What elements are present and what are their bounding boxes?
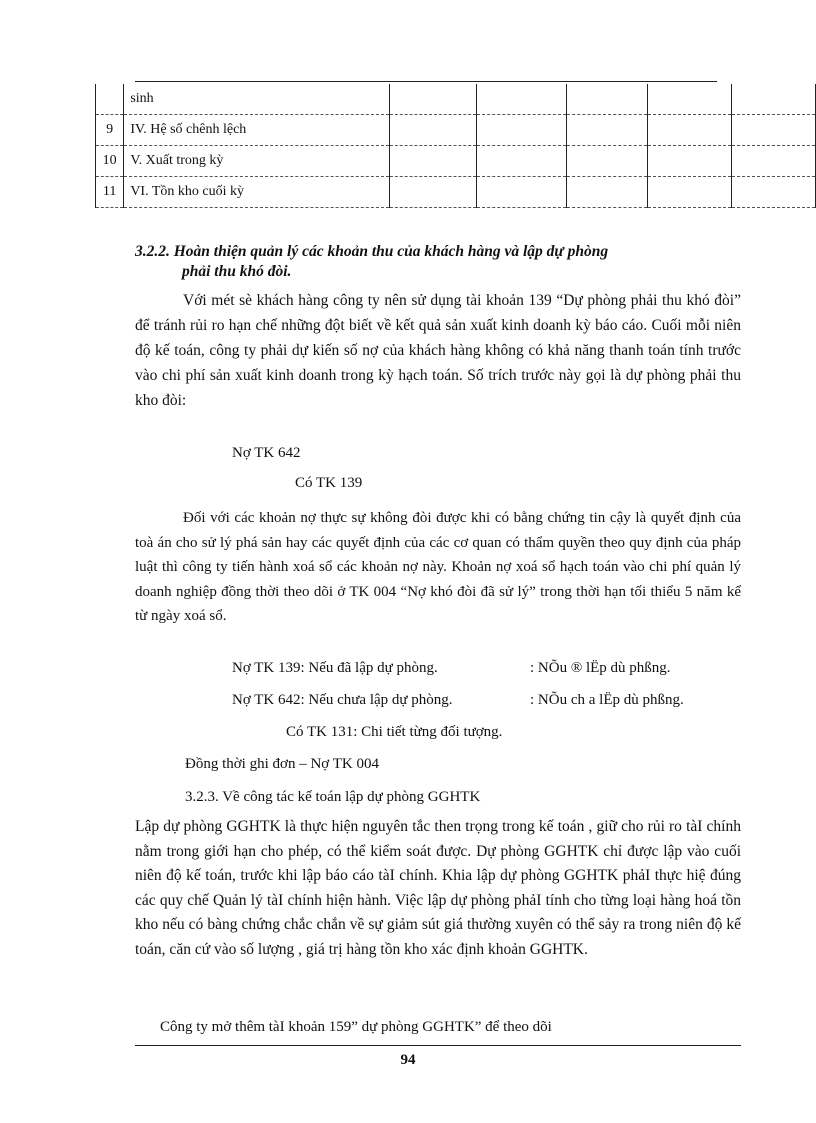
page-number: 94 xyxy=(400,1052,416,1068)
table-cell xyxy=(566,115,648,146)
section-323-heading: 3.2.3. Về công tác kế toán lập dự phòng GGHTK xyxy=(185,789,481,805)
entry-b-left: Nợ TK 642: Nếu chưa lập dự phòng. xyxy=(232,692,453,708)
table-cell xyxy=(477,146,566,177)
row-number: 10 xyxy=(96,146,124,177)
table-cell xyxy=(566,84,648,115)
row-number: 11 xyxy=(96,177,124,208)
table-row xyxy=(96,146,816,177)
row-label: V. Xuất trong kỳ xyxy=(124,146,390,177)
section-322-heading xyxy=(135,242,741,282)
table-cell xyxy=(731,84,815,115)
table-row xyxy=(96,177,816,208)
inventory-table xyxy=(95,84,816,208)
row-label: sinh xyxy=(124,84,390,115)
row-label: IV. Hệ số chênh lệch xyxy=(124,115,390,146)
table-cell xyxy=(390,146,477,177)
entry-a-right: : NÕu ® lËp dù phßng. xyxy=(530,660,671,676)
journal-entry-debit: Nợ TK 642 xyxy=(232,445,301,461)
footer-rule xyxy=(135,1045,741,1046)
entry-c: Có TK 131: Chi tiết từng đối tượng. xyxy=(286,724,503,740)
table-cell xyxy=(731,177,815,208)
heading-line-1: 3.2.2. Hoàn thiện quản lý các khoản thu của khách hàng và lập dự phòng xyxy=(135,243,609,260)
entry-d: Đồng thời ghi đơn – Nợ TK 004 xyxy=(185,756,379,772)
table-cell xyxy=(566,177,648,208)
section-322-paragraph-2: Đối với các khoản nợ thực sự không đòi được khi có bằng chứng tin cậy là quyết định của toà án cho sử lý phá sản hay các quyết định của các cơ quan có thẩm quyền theo quy định của pháp luật thì công ty tiến hành xoá sổ các khoản nợ này. Khoản nợ xoá sổ hạch toán vào chi phí quản lý doanh nghiệp đồng thời theo dõi ở TK 004 “Nợ khó đòi đã sử lý” trong thời hạn tối thiểu 5 năm kể từ ngày xoá sổ. xyxy=(135,510,741,624)
table-cell xyxy=(731,146,815,177)
table-row xyxy=(96,84,816,115)
table-cell xyxy=(477,115,566,146)
table-cell xyxy=(648,115,731,146)
row-number: 9 xyxy=(96,115,124,146)
journal-entry-credit: Có TK 139 xyxy=(295,475,363,491)
entry-b-right: : NÕu ch a lËp dù phßng. xyxy=(530,692,684,708)
section-323-paragraph-1: Lập dự phòng GGHTK là thực hiện nguyên tắc then trọng trong kế toán , giữ cho rủi ro tàI chính nằm trong giới hạn cho phép, có thể kiểm soát được. Dự phòng GGHTK chỉ được lập vào cuối niên độ kế toán, trước khi lập báo cáo tàI chính. Khia lập dự phòng GGHTK phảI thực hiệ đúng các quy chế Quản lý tàI chính hiện hành. Việc lập dự phòng phảI tính cho từng loại hàng hoá tồn kho nếu có bàng chứng chắc chắn về sự giảm sút giá thường xuyên có thể sảy ra trong niên độ kế toán, căn cứ vào số lượng , giá trị hàng tồn kho xác định khoản GGHTK. xyxy=(135,818,741,958)
table-cell xyxy=(390,115,477,146)
table-row xyxy=(96,115,816,146)
table-cell xyxy=(390,177,477,208)
table-cell xyxy=(477,177,566,208)
table-cell xyxy=(731,115,815,146)
section-323-paragraph-2: Công ty mở thêm tàI khoản 159” dự phòng GGHTK” để theo dõi xyxy=(160,1019,552,1035)
table-cell xyxy=(477,84,566,115)
row-label: VI. Tồn kho cuối kỳ xyxy=(124,177,390,208)
table-cell xyxy=(648,146,731,177)
table-cell xyxy=(566,146,648,177)
entry-a-left: Nợ TK 139: Nếu đã lập dự phòng. xyxy=(232,660,438,676)
table-cell xyxy=(390,84,477,115)
table-cell xyxy=(648,84,731,115)
heading-line-2: phải thu khó đòi. xyxy=(182,263,292,280)
row-number xyxy=(96,84,124,115)
section-322-paragraph-1: Với mét sè khách hàng công ty nên sử dụng tài khoản 139 “Dự phòng phải thu khó đòi” để tránh rủi ro hạn chế những đột biết về kết quả sản xuất kinh doanh kỳ báo cáo. Cuối mỗi niên độ kế toán, công ty phải dự kiến số nợ của khách hàng không có khả năng thanh toán tính trước vào chi phí sản xuất kinh doanh trong kỳ hạch toán. Số trích trước này gọi là dự phòng phải thu kho đòi: xyxy=(135,292,741,409)
top-rule xyxy=(135,81,717,82)
table-cell xyxy=(648,177,731,208)
